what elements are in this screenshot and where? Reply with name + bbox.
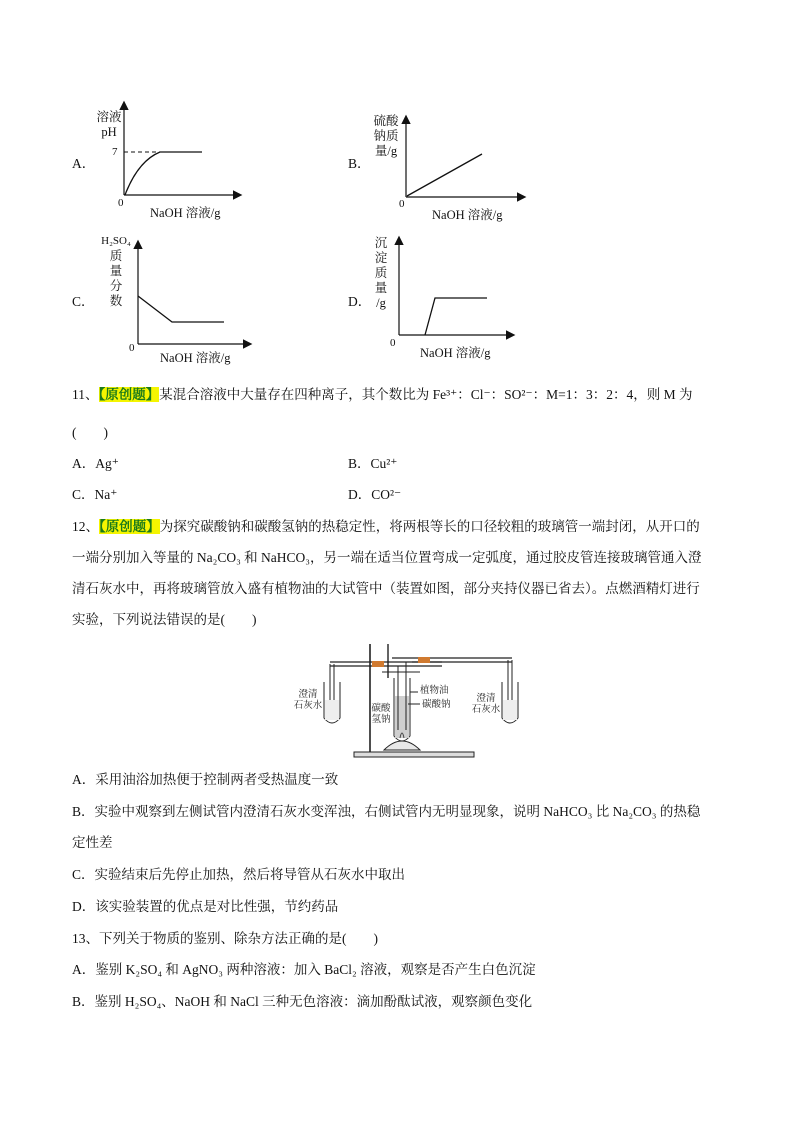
q11-stem: 11、【原创题】某混合溶液中大量存在四种离子，其个数比为 Fe³⁺：Cl⁻：SO²⁻：M=1：3：2：4，则 M 为: [72, 387, 693, 402]
graph-c-line: [138, 296, 224, 322]
option-letter-b: B．: [348, 156, 371, 171]
graph-b-origin: 0: [399, 198, 405, 210]
rubber-tube-left: [372, 661, 384, 667]
graph-a-ylabel: 溶液 pH: [96, 110, 122, 139]
graph-d-origin: 0: [390, 337, 396, 349]
q12-stem-line-2: 一端分别加入等量的 Na₂CO₃ 和 NaHCO₃，另一端在适当位置弯成一定弧度，通过胶皮管连接玻璃管通入澄: [72, 550, 702, 565]
graph-b-xlabel: NaOH 溶液/g: [432, 208, 503, 222]
q13-stem: 13、下列关于物质的鉴别、除杂方法正确的是( ): [72, 931, 378, 946]
q12-stem-line-3: 清石灰水中，再将玻璃管放入盛有植物油的大试管中（装置如图，部分夹持仪器已省去）。点燃酒精灯进行: [72, 581, 700, 596]
label-sodium-bicarbonate: 碳酸 氢钠: [371, 704, 391, 725]
option-letter-a: A．: [72, 156, 96, 171]
q11-paren: ( ): [72, 425, 108, 440]
label-sodium-carbonate: 碳酸钠: [422, 700, 451, 710]
alcohol-lamp: [384, 741, 420, 750]
q11-option-d: D．CO²⁻: [348, 487, 402, 502]
graph-a-xlabel: NaOH 溶液/g: [150, 206, 221, 220]
graph-c-xlabel: NaOH 溶液/g: [160, 351, 231, 365]
graph-a-curve: [125, 152, 202, 195]
graph-c-plot: [124, 228, 264, 348]
graph-a-ytick-7: 7: [112, 146, 118, 158]
q12-option-c: C．实验结束后先停止加热，然后将导管从石灰水中取出: [72, 867, 406, 882]
q13-option-a: A．鉴别 K₂SO₄ 和 AgNO₃ 两种溶液：加入 BaCl₂ 溶液，观察是否产生白色沉淀: [72, 962, 536, 977]
q12-stem-line-1: 12、【原创题】为探究碳酸钠和碳酸氢钠的热稳定性，将两根等长的口径较粗的玻璃管一端封闭，从开口的: [72, 519, 700, 534]
graph-d-ylabel: 沉 淀 质 量 /g: [374, 236, 388, 310]
q11-option-b: B．Cu²⁺: [348, 456, 398, 471]
graph-d-plot: [385, 226, 525, 346]
q11-original-tag: 【原创题】: [98, 387, 160, 402]
q12-option-a: A．采用油浴加热便于控制两者受热温度一致: [72, 772, 339, 787]
label-oil: 植物油: [420, 686, 449, 696]
q11-option-c: C．Na⁺: [72, 487, 118, 502]
graph-b-line: [407, 154, 482, 196]
rubber-tube-right: [418, 657, 430, 663]
graph-d-xlabel: NaOH 溶液/g: [420, 346, 491, 360]
q12-option-b: B．实验中观察到左侧试管内澄清石灰水变浑浊，右侧试管内无明显现象，说明 NaHCO₃ 比 Na₂CO₃ 的热稳: [72, 804, 701, 819]
q12-stem-line-4: 实验，下列说法错误的是( ): [72, 612, 257, 627]
graph-d-line: [425, 298, 487, 335]
q13-option-b: B．鉴别 H₂SO₄、NaOH 和 NaCl 三种无色溶液：滴加酚酞试液，观察颜色变化: [72, 994, 533, 1009]
graph-a-plot: [110, 95, 250, 205]
q11-option-a: A．Ag⁺: [72, 456, 119, 471]
graph-b-ylabel: 硫酸 钠质 量/g: [373, 114, 399, 158]
stand-base: [354, 752, 474, 757]
label-right-limewater: 澄清 石灰水: [471, 694, 501, 715]
graph-c-ylabel: H₂SO₄ 质 量 分 数: [101, 235, 131, 308]
option-letter-d: D．: [348, 294, 372, 309]
option-letter-c: C．: [72, 294, 95, 309]
oil: [395, 696, 409, 738]
graph-b-plot: [392, 95, 532, 205]
graph-a-origin: 0: [118, 197, 124, 209]
q12-option-b-cont: 定性差: [72, 835, 113, 850]
graph-c-origin: 0: [129, 342, 135, 354]
q12-option-d: D．该实验装置的优点是对比性强，节约药品: [72, 899, 339, 914]
label-left-limewater: 澄清 石灰水: [293, 690, 323, 711]
q12-original-tag: 【原创题】: [99, 519, 160, 534]
